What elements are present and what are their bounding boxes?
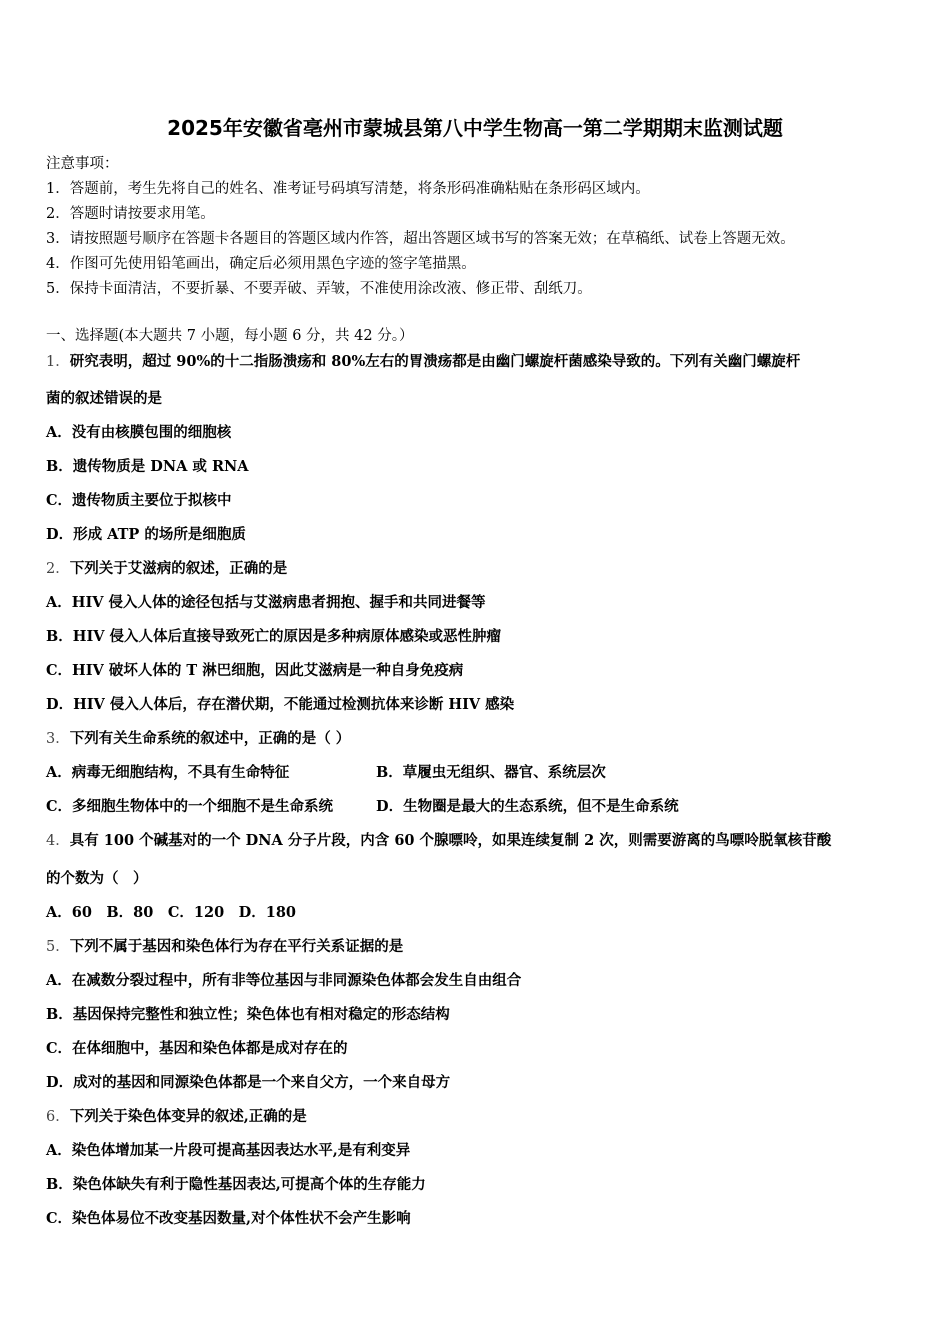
notice-item: 1．答题前，考生先将自己的姓名、准考证号码填写清楚，将条形码准确粘贴在条形码区域内。 [46,181,650,197]
q2-option-c: C．HIV 破坏人体的 T 淋巴细胞，因此艾滋病是一种自身免疫病 [46,662,464,679]
notice-item: 4．作图可先使用铅笔画出，确定后必须用黑色字迹的签字笔描黑。 [46,256,476,272]
q5-option-d: D．成对的基因和同源染色体都是一个来自父方，一个来自母方 [46,1074,451,1091]
q5-option-c: C．在体细胞中，基因和染色体都是成对存在的 [46,1040,348,1057]
notice-block [46,152,795,302]
q2-option-d: D．HIV 侵入人体后，存在潜伏期，不能通过检测抗体来诊断 HIV 感染 [46,696,515,713]
q3-option-d: D．生物圈是最大的生态系统，但不是生命系统 [376,798,679,815]
question-5-stem [46,935,403,956]
notice-item: 3．请按照题号顺序在答题卡各题目的答题区域内作答，超出答题区域书写的答案无效；在草稿纸、试卷上答题无效。 [46,231,795,247]
question-4-stem [46,829,831,850]
q3-option-b: B．草履虫无组织、器官、系统层次 [376,764,606,781]
notice-heading: 注意事项： [46,156,119,172]
notice-item: 2．答题时请按要求用笔。 [46,206,215,222]
q1-option-a: A．没有由核膜包围的细胞核 [46,424,232,441]
q6-option-a: A．染色体增加某一片段可提高基因表达水平,是有利变异 [46,1142,411,1159]
q6-option-c: C．染色体易位不改变基因数量,对个体性状不会产生影响 [46,1210,411,1227]
q1-option-c: C．遗传物质主要位于拟核中 [46,492,232,509]
q1-option-b: B．遗传物质是 DNA 或 RNA [46,458,249,475]
q4-options: A．60 B．80 C．120 D．180 [46,904,297,921]
question-6-stem [46,1105,307,1126]
question-2-stem [46,557,287,578]
question-1-stem [46,350,800,371]
question-number: 5． [46,939,70,955]
q2-option-a: A．HIV 侵入人体的途径包括与艾滋病患者拥抱、握手和共同进餐等 [46,594,486,611]
q1-option-d: D．形成 ATP 的场所是细胞质 [46,526,246,543]
q3-option-a: A．病毒无细胞结构，不具有生命特征 [46,764,290,781]
question-1-stem-cont: 菌的叙述错误的是 [46,390,162,407]
section-heading: 一、选择题(本大题共 7 小题，每小题 6 分，共 42 分。） [46,328,414,344]
question-text: 下列关于染色体变异的叙述,正确的是 [69,1108,307,1125]
question-text: 下列关于艾滋病的叙述，正确的是 [69,560,288,577]
question-number: 1． [46,354,70,370]
q2-option-b: B．HIV 侵入人体后直接导致死亡的原因是多种病原体感染或恶性肿瘤 [46,628,502,645]
question-number: 4． [46,833,70,849]
q3-option-c: C．多细胞生物体中的一个细胞不是生命系统 [46,798,334,815]
q5-option-b: B．基因保持完整性和独立性；染色体也有相对稳定的形态结构 [46,1006,450,1023]
question-4-stem-cont: 的个数为（ ） [46,870,148,887]
question-text: 下列不属于基因和染色体行为存在平行关系证据的是 [69,938,404,955]
page-title: 2025年安徽省亳州市蒙城县第八中学生物高一第二学期期末监测试题 [167,116,783,140]
question-number: 3． [46,731,70,747]
q6-option-b: B．染色体缺失有利于隐性基因表达,可提高个体的生存能力 [46,1176,426,1193]
question-text: 具有 100 个碱基对的一个 DNA 分子片段，内含 60 个腺嘌呤，如果连续复制 2 次，则需要游离的鸟嘌呤脱氧核苷酸 [69,832,832,849]
notice-item: 5．保持卡面清洁，不要折暴、不要弄破、弄皱，不准使用涂改液、修正带、刮纸刀。 [46,281,592,297]
q5-option-a: A．在减数分裂过程中，所有非等位基因与非同源染色体都会发生自由组合 [46,972,522,989]
question-number: 2． [46,561,70,577]
question-text: 下列有关生命系统的叙述中，正确的是（ ） [69,730,351,747]
question-text: 研究表明，超过 90%的十二指肠溃疡和 80%左右的胃溃疡都是由幽门螺旋杆菌感染导致的。下列有关幽门螺旋杆 [69,353,801,370]
question-number: 6． [46,1109,70,1125]
question-3-stem [46,727,350,748]
